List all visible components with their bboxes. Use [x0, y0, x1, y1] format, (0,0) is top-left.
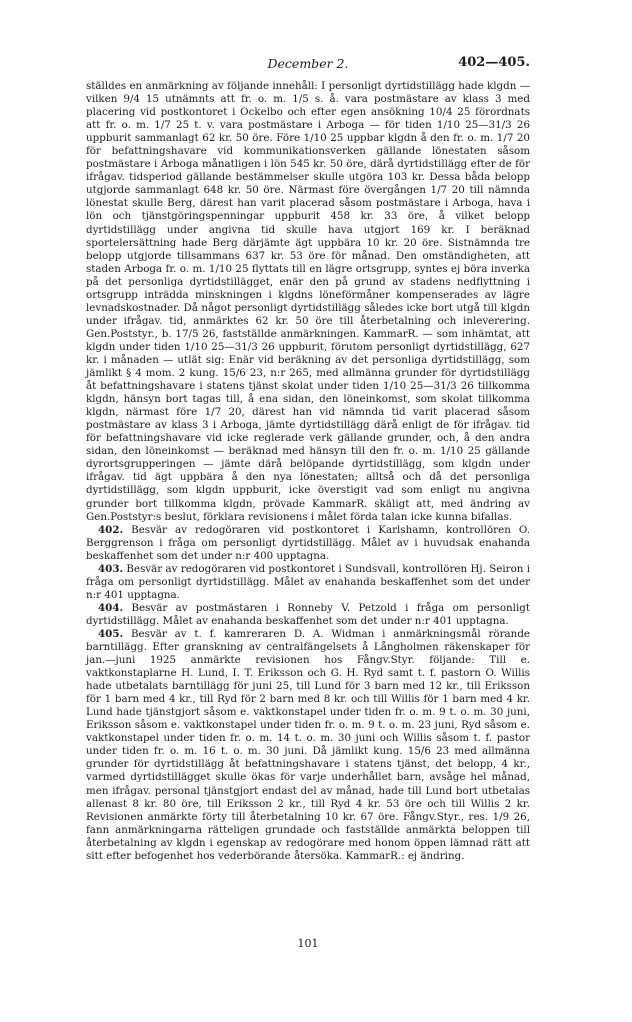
paragraph-405	[86, 628, 530, 863]
paragraph-402	[86, 524, 530, 563]
paragraph-text: Besvär av postmästaren i Ronneby V. Petzold i fråga om personligt dyrtidstillägg. Målet av enahanda beskaffenhet som det under n:r 401 upptagna.	[86, 601, 530, 627]
paragraph-text: ställdes en anmärkning av följande innehåll: I personligt dyrtidstillägg hade klgdn — vilken 9/4 15 utnämnts att fr. o. m. 1/5 s. å. vara postmästare av klass 3 med placering vid postkontoret i Ockelbo och efter egen ansökning 10/4 25 förordnats att fr. o. m. 1/7 25 t. v. vara postmästare i Arboga — för tiden 1/10 25—31/3 26 uppburit sammanlagt 62 kr. 50 öre. Före 1/10 25 uppbar klgdn å den fr. o. m. 1/7 20 för befattningshavare vid kommunikationsverken gällande lönestaten såsom postmästare i Arboga månatligen i lön 545 kr. 50 öre, därå dyrtidstillägg efter de för ifrågav. tidsperiod gällande bestämmelser skulle utgöra 103 kr. Dessa båda belopp utgjorde sammanlagt 648 kr. 50 öre. Närmast före övergången 1/7 20 till nämnda lönestat skulle Berg, därest han varit placerad såsom postmästare i Arboga, hava i lön och tjänstgöringspenningar uppburit 458 kr. 33 öre, å vilket belopp dyrtidstillägg under angivna tid skulle hava utgjort 169 kr. I beräknad sportelersättning hade Berg därjämte ägt uppbära 10 kr. 20 öre. Sistnämnda tre belopp utgjorde tillsammans 637 kr. 53 öre för månad. Den omständigheten, att staden Arboga fr. o. m. 1/10 25 flyttats till en lägre ortsgrupp, syntes ej böra inverka på det personliga dyrtidstillägget, enär den på grund av stadens nedflyttning i ortsgrupp inträdda minskningen i klgdns löneförmåner kompenserades av lägre levnadskostnader. Då något personligt dyrtidstillägg således icke bort utgå till klgdn under ifrågav. tid, anmärktes 62 kr. 50 öre till återbetalning och inleverering. Gen.Poststyr., b. 17/5 26, fastställde anmärkningen. KammarR. — som inhämtat, att klgdn under tiden 1/10 25—31/3 26 uppburit, förutom personligt dyrtidstillägg, 627 kr. i månaden — utlät sig: Enär vid beräkning av det personliga dyrtidstillägg, som jämlikt § 4 mom. 2 kung. 15/6 23, n:r 265, med allmänna grunder för dyrtidstillägg åt befattningshavare i statens tjänst skolat under tiden 1/10 25—31/3 26 tillkomma klgdn, hänsyn bort tagas till, å ena sidan, den löneinkomst, som skolat tillkomma klgdn, närmast före 1/7 20, därest han vid nämnda tid varit placerad såsom postmästare av klass 3 i Arboga, jämte dyrtidstillägg därå enligt de för ifrågav. tid för befattningshavare vid icke reglerade verk gällande grunder, och, å den andra sidan, den löneinkomst — beräknad med hänsyn till den fr. o. m. 1/10 25 gällande dyrortsgrupperingen — jämte därå belöpande dyrtidstillägg, som klgdn under ifrågav. tid ägt uppbära å den nya lönestaten; alltså och då det personliga dyrtidstillägg, som klgdn uppburit, icke överstigit vad som enligt nu angivna grunder bort tillkomma klgdn, prövade KammarR. skäligt att, med ändring av Gen.Poststyr:s beslut, förklara revisionens i målet förda talan icke kunna bifallas.	[86, 80, 530, 523]
case-number: 403.	[98, 562, 124, 575]
paragraph-text: Besvär av t. f. kamreraren D. A. Widman i anmärkningsmål rörande barntillägg. Efter granskning av centralfängelsets å Långholmen räkenskaper för jan.—juni 1925 anmärkte revisionen hos Fångv.Styr. följande: Till e. vaktkonstaplarne H. Lund, I. T. Eriksson och G. H. Ryd samt t. f. pastorn O. Willis hade utbetalats barntillägg för juni 25, till Lund för 3 barn med 12 kr., till Eriksson för 1 barn med 4 kr., till Ryd för 2 barn med 8 kr. och till Willis för 1 barn med 4 kr. Lund hade tjänstgjort såsom e. vaktkonstapel under tiden fr. o. m. 9 t. o. m. 30 juni, Eriksson såsom e. vaktkonstapel under tiden fr. o. m. 9 t. o. m. 23 juni, Ryd såsom e. vaktkonstapel under tiden fr. o. m. 14 t. o. m. 30 juni och Willis såsom t. f. pastor under tiden fr. o. m. 16 t. o. m. 30 juni. Då jämlikt kung. 15/6 23 med allmänna grunder för dyrtidstillägg åt befattningshavare i statens tjänst, det belopp, 4 kr., varmed dyrtidstillägget skulle ökas för varje underhållet barn, avsåge hel månad, men ifrågav. personal tjänstgjort endast del av månad, hade till Lund bort utbetalas allenast 8 kr. 80 öre, till Eriksson 2 kr., till Ryd 4 kr. 53 öre och till Willis 2 kr. Revisionen anmärkte förty till återbetalning 10 kr. 67 öre. Fångv.Styr., res. 1/9 26, fann anmärkningarna rätteligen grundade och fastställde anmärkta beloppen till återbetalning av klgdn i egenskap av redogörare med honom öppen lämnad rätt att sitt efter befogenhet hos vederbörande återsöka. KammarR.: ej ändring.	[86, 627, 531, 862]
paragraph-403	[86, 563, 530, 602]
case-number-range: 402—405.	[458, 55, 530, 70]
paragraph-text: Besvär av redogöraren vid postkontoret i Sundsvall, kontrollören Hj. Seiron i fråga om personligt dyrtidstillägg. Målet av enahanda beskaffenhet som det under n:r 401 upptagna.	[86, 562, 530, 601]
paragraph-401-continuation	[86, 80, 530, 524]
body-text	[86, 80, 530, 863]
page-header	[86, 52, 530, 80]
running-title: December 2.	[267, 56, 349, 71]
case-number: 405.	[98, 627, 124, 640]
case-number: 404.	[98, 601, 124, 614]
paragraph-text: Besvär av redogöraren vid postkontoret i Karlshamn, kontrollören O. Berggrenson i fråga om personligt dyrtidstillägg. Målet av i huvudsak enahanda beskaffenhet som det under n:r 400 upptagna.	[86, 523, 530, 562]
document-page	[86, 52, 531, 950]
page-number: 101	[297, 937, 319, 950]
paragraph-404	[86, 602, 530, 628]
case-number: 402.	[98, 523, 124, 536]
